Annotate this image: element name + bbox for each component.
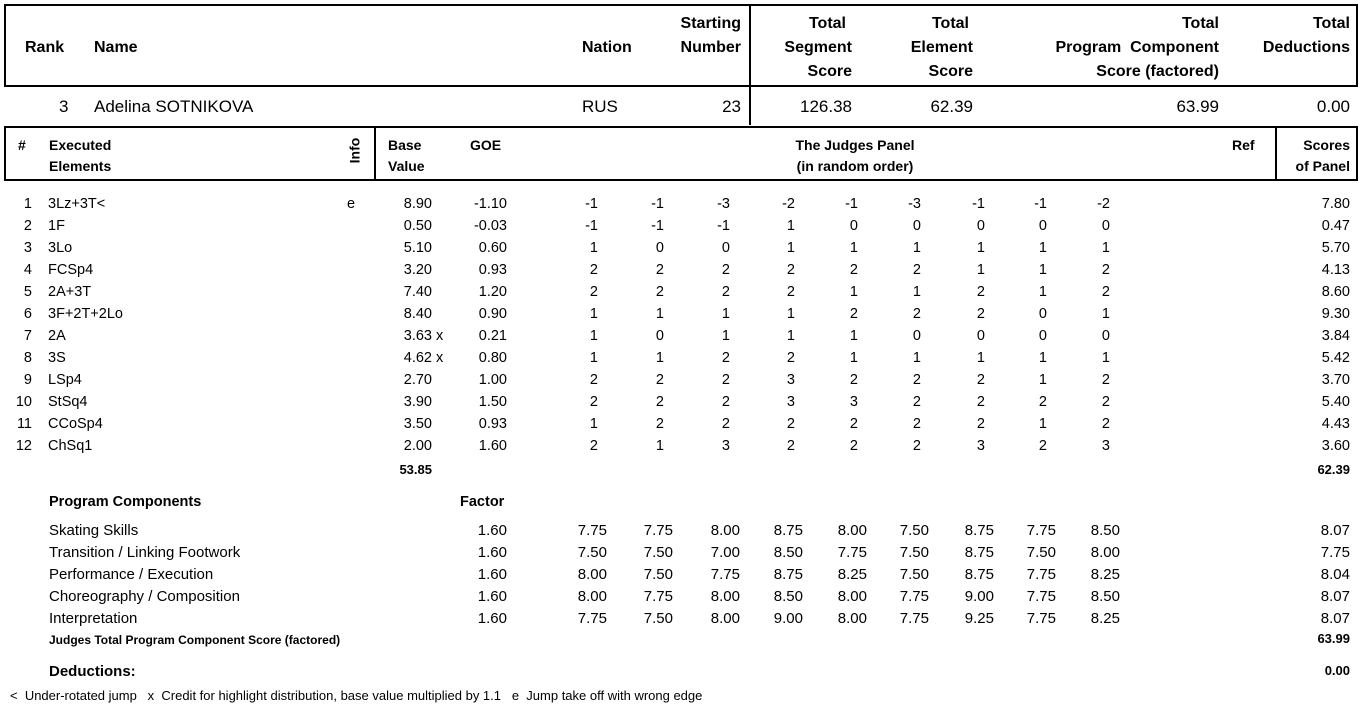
element-judge-score: 1	[1038, 416, 1047, 432]
name-header: Name	[94, 39, 138, 56]
element-name: 3Lo	[48, 240, 73, 256]
skater-name: Adelina SOTNIKOVA	[94, 97, 254, 116]
component-judge-score: 7.50	[643, 566, 673, 583]
element-base-value: 3.50	[403, 416, 432, 432]
factor-header: Factor	[460, 494, 505, 510]
component-judge-score: 9.00	[773, 610, 803, 627]
element-judge-score: 2	[721, 262, 730, 278]
element-judge-score: -3	[717, 196, 730, 212]
element-judge-score: 2	[976, 394, 985, 410]
element-judge-score: 2	[589, 284, 598, 300]
element-judge-score: -3	[908, 196, 921, 212]
component-factor: 1.60	[477, 522, 507, 539]
element-judge-score: 3	[1101, 438, 1110, 454]
component-judge-score: 8.75	[773, 566, 803, 583]
element-judge-score: 0	[912, 218, 921, 234]
element-judge-score: 2	[1101, 284, 1110, 300]
element-judge-score: -1	[845, 196, 858, 212]
component-name: Interpretation	[49, 610, 138, 627]
element-judge-score: 1	[721, 328, 730, 344]
element-judge-score: 1	[589, 416, 598, 432]
element-number: 10	[15, 394, 32, 410]
element-goe: 1.50	[478, 394, 507, 410]
element-judge-score: 1	[976, 262, 985, 278]
element-number-header: #	[18, 137, 26, 153]
element-panel-score: 5.40	[1321, 394, 1350, 410]
element-panel-score: 3.84	[1321, 328, 1350, 344]
element-number: 3	[23, 240, 32, 256]
component-judge-score: 8.75	[964, 566, 994, 583]
element-judge-score: 2	[1101, 262, 1110, 278]
element-judge-score: 2	[721, 416, 730, 432]
element-judge-score: 0	[976, 328, 985, 344]
component-judge-score: 7.75	[1026, 610, 1056, 627]
element-base-value: 2.70	[403, 372, 432, 388]
element-judge-score: -1	[651, 196, 664, 212]
elements-header-divider-left	[374, 126, 376, 181]
element-panel-score: 4.43	[1321, 416, 1350, 432]
component-judge-score: 9.25	[964, 610, 994, 627]
element-panel-score: 3.60	[1321, 438, 1350, 454]
component-judge-score: 8.00	[1090, 544, 1120, 561]
judges-panel-header: The Judges Panel (in random order)	[795, 137, 915, 174]
element-judge-score: 2	[655, 394, 664, 410]
component-judge-score: 7.75	[899, 610, 929, 627]
component-factor: 1.60	[477, 610, 507, 627]
element-judge-score: 2	[721, 284, 730, 300]
skater-row-divider	[749, 87, 751, 125]
element-judge-score: 1	[1038, 240, 1047, 256]
element-highlight-mark: x	[436, 328, 444, 344]
element-judge-score: 2	[1038, 438, 1047, 454]
element-judge-score: 1	[1038, 372, 1047, 388]
element-name: StSq4	[48, 394, 88, 410]
component-judge-score: 8.25	[837, 566, 867, 583]
skater-rank: 3	[59, 97, 69, 116]
element-number: 8	[23, 350, 32, 366]
element-judge-score: 1	[655, 438, 664, 454]
element-judge-score: 1	[912, 240, 921, 256]
deductions-label: Deductions:	[49, 663, 136, 680]
element-judge-score: 3	[786, 394, 795, 410]
element-judge-score: 1	[589, 306, 598, 322]
component-judge-score: 7.75	[837, 544, 867, 561]
element-judge-score: 2	[1101, 394, 1110, 410]
element-judge-score: 2	[976, 416, 985, 432]
element-judge-score: 2	[655, 416, 664, 432]
element-judge-score: 1	[655, 306, 664, 322]
element-judge-score: 0	[721, 240, 730, 256]
element-base-value: 5.10	[403, 240, 432, 256]
element-judge-score: 2	[721, 372, 730, 388]
element-goe: 1.20	[478, 284, 507, 300]
component-judge-score: 8.00	[577, 588, 607, 605]
element-number: 4	[23, 262, 32, 278]
element-judge-score: 1	[976, 350, 985, 366]
element-judge-score: 2	[976, 284, 985, 300]
skater-pcs: 63.99	[1176, 97, 1219, 116]
element-judge-score: 1	[1101, 350, 1110, 366]
element-judge-score: -1	[585, 196, 598, 212]
component-panel-score: 8.07	[1320, 610, 1350, 627]
element-judge-score: 1	[589, 240, 598, 256]
element-number: 6	[23, 306, 32, 322]
element-panel-score: 5.70	[1321, 240, 1350, 256]
element-judge-score: 2	[786, 262, 795, 278]
component-judge-score: 8.00	[710, 588, 740, 605]
component-name: Choreography / Composition	[49, 588, 240, 605]
element-judge-score: 0	[1038, 218, 1047, 234]
element-panel-score: 5.42	[1321, 350, 1350, 366]
element-judge-score: 0	[849, 218, 858, 234]
element-goe: -1.10	[473, 196, 507, 212]
skater-tss: 126.38	[800, 97, 852, 116]
component-judge-score: 8.25	[1090, 566, 1120, 583]
element-name: 1F	[48, 218, 65, 234]
element-judge-score: 1	[849, 240, 858, 256]
elements-base-total: 53.85	[399, 462, 432, 477]
element-judge-score: 2	[589, 262, 598, 278]
component-judge-score: 8.75	[773, 522, 803, 539]
component-judge-score: 7.75	[710, 566, 740, 583]
element-highlight-mark: x	[436, 350, 444, 366]
element-name: CCoSp4	[48, 416, 103, 432]
component-name: Skating Skills	[49, 522, 139, 539]
element-number: 5	[23, 284, 32, 300]
element-judge-score: 2	[849, 262, 858, 278]
element-base-value: 2.00	[403, 438, 432, 454]
program-components-title: Program Components	[49, 494, 202, 510]
element-judge-score: 1	[1038, 350, 1047, 366]
element-judge-score: -1	[1034, 196, 1047, 212]
element-base-value: 8.90	[403, 196, 432, 212]
component-panel-score: 8.07	[1320, 522, 1350, 539]
element-judge-score: 2	[1101, 416, 1110, 432]
skater-tes: 62.39	[930, 97, 973, 116]
element-name: LSp4	[48, 372, 82, 388]
component-judge-score: 7.50	[899, 544, 929, 561]
element-judge-score: 1	[1038, 262, 1047, 278]
rank-header: Rank	[25, 39, 65, 56]
skater-deductions: 0.00	[1316, 97, 1350, 116]
ref-header: Ref	[1232, 137, 1255, 153]
element-judge-score: 3	[976, 438, 985, 454]
element-judge-score: 0	[655, 240, 664, 256]
component-judge-score: 9.00	[964, 588, 994, 605]
component-judge-score: 7.75	[1026, 522, 1056, 539]
element-name: 3Lz+3T<	[48, 196, 106, 212]
element-judge-score: 2	[1101, 372, 1110, 388]
element-judge-score: 2	[976, 372, 985, 388]
component-judge-score: 8.75	[964, 522, 994, 539]
element-judge-score: 2	[721, 394, 730, 410]
component-judge-score: 8.50	[773, 588, 803, 605]
tss-header: Total Segment Score	[784, 15, 852, 80]
component-panel-score: 8.07	[1320, 588, 1350, 605]
component-judge-score: 8.00	[577, 566, 607, 583]
element-panel-score: 7.80	[1321, 196, 1350, 212]
element-judge-score: 2	[912, 394, 921, 410]
component-judge-score: 7.75	[1026, 566, 1056, 583]
summary-header-divider	[749, 4, 751, 87]
component-judge-score: 7.50	[643, 544, 673, 561]
component-name: Performance / Execution	[49, 566, 214, 583]
element-judge-score: 2	[849, 438, 858, 454]
component-factor: 1.60	[477, 544, 507, 561]
element-base-value: 4.62	[403, 350, 432, 366]
element-judge-score: 2	[912, 372, 921, 388]
component-judge-score: 8.50	[1090, 588, 1120, 605]
component-judge-score: 8.50	[1090, 522, 1120, 539]
element-judge-score: 2	[589, 372, 598, 388]
element-judge-score: 1	[655, 350, 664, 366]
element-goe: 1.60	[478, 438, 507, 454]
base-value-header: Base Value	[388, 137, 425, 174]
element-judge-score: -1	[717, 218, 730, 234]
element-goe: 0.90	[478, 306, 507, 322]
component-judge-score: 8.75	[964, 544, 994, 561]
element-judge-score: 2	[912, 438, 921, 454]
element-judge-score: 2	[912, 416, 921, 432]
element-judge-score: 1	[786, 240, 795, 256]
element-judge-score: 0	[1101, 328, 1110, 344]
component-judge-score: 8.25	[1090, 610, 1120, 627]
elements-header-box	[4, 126, 1358, 181]
element-base-value: 8.40	[403, 306, 432, 322]
tes-header: Total Element Score	[910, 15, 973, 80]
element-judge-score: 1	[786, 306, 795, 322]
element-judge-score: 1	[589, 328, 598, 344]
info-header: Info	[346, 137, 363, 164]
element-judge-score: 2	[849, 372, 858, 388]
element-number: 1	[23, 196, 32, 212]
component-factor: 1.60	[477, 566, 507, 583]
element-judge-score: 1	[912, 350, 921, 366]
element-judge-score: -1	[972, 196, 985, 212]
component-judge-score: 7.00	[710, 544, 740, 561]
element-judge-score: 1	[849, 350, 858, 366]
component-judge-score: 7.75	[1026, 588, 1056, 605]
element-judge-score: -1	[585, 218, 598, 234]
component-judge-score: 8.00	[837, 610, 867, 627]
deductions-score: 0.00	[1324, 663, 1350, 678]
element-judge-score: 1	[786, 218, 795, 234]
elements-score-total: 62.39	[1317, 462, 1350, 477]
element-info: e	[347, 196, 356, 212]
element-number: 9	[23, 372, 32, 388]
component-name: Transition / Linking Footwork	[49, 544, 241, 561]
skater-starting-number: 23	[722, 97, 741, 116]
element-judge-score: 2	[786, 350, 795, 366]
starting-number-header: Starting Number	[680, 15, 741, 56]
element-judge-score: 0	[976, 218, 985, 234]
component-panel-score: 7.75	[1320, 544, 1350, 561]
element-judge-score: 2	[912, 262, 921, 278]
component-judge-score: 7.50	[899, 566, 929, 583]
component-judge-score: 7.75	[643, 522, 673, 539]
component-judge-score: 7.75	[577, 610, 607, 627]
component-judge-score: 8.00	[837, 522, 867, 539]
element-name: 2A+3T	[48, 284, 92, 300]
element-judge-score: -2	[1097, 196, 1110, 212]
element-judge-score: 2	[912, 306, 921, 322]
element-judge-score: -2	[782, 196, 795, 212]
element-goe: 1.00	[478, 372, 507, 388]
element-name: FCSp4	[48, 262, 94, 278]
element-goe: 0.21	[478, 328, 507, 344]
component-factor: 1.60	[477, 588, 507, 605]
executed-elements-header: Executed Elements	[49, 137, 112, 174]
component-judge-score: 7.50	[899, 522, 929, 539]
element-panel-score: 0.47	[1321, 218, 1350, 234]
deductions-header: Total Deductions	[1262, 15, 1350, 56]
element-name: 3F+2T+2Lo	[48, 306, 123, 322]
element-panel-score: 8.60	[1321, 284, 1350, 300]
element-number: 11	[16, 416, 32, 432]
scores-of-panel-header: Scores of Panel	[1295, 137, 1350, 174]
element-judge-score: 1	[589, 350, 598, 366]
element-number: 2	[23, 218, 32, 234]
element-judge-score: -1	[651, 218, 664, 234]
pcs-header: Total Program Component Score (factored)	[1055, 15, 1219, 80]
component-panel-score: 8.04	[1320, 566, 1350, 583]
element-judge-score: 1	[849, 328, 858, 344]
element-judge-score: 0	[655, 328, 664, 344]
element-judge-score: 1	[1038, 284, 1047, 300]
element-judge-score: 1	[786, 328, 795, 344]
element-goe: 0.60	[478, 240, 507, 256]
element-judge-score: 2	[849, 306, 858, 322]
component-judge-score: 8.00	[837, 588, 867, 605]
component-judge-score: 7.50	[1026, 544, 1056, 561]
goe-header: GOE	[470, 137, 502, 153]
element-judge-score: 1	[721, 306, 730, 322]
element-judge-score: 2	[589, 438, 598, 454]
component-judge-score: 7.50	[577, 544, 607, 561]
element-judge-score: 0	[1038, 306, 1047, 322]
element-judge-score: 2	[589, 394, 598, 410]
element-base-value: 3.63	[403, 328, 432, 344]
element-panel-score: 4.13	[1321, 262, 1350, 278]
components-total-score: 63.99	[1317, 631, 1350, 646]
element-judge-score: 0	[912, 328, 921, 344]
element-number: 12	[15, 438, 32, 454]
element-base-value: 3.20	[403, 262, 432, 278]
element-judge-score: 3	[849, 394, 858, 410]
component-judge-score: 7.75	[899, 588, 929, 605]
component-judge-score: 8.50	[773, 544, 803, 561]
element-judge-score: 2	[976, 306, 985, 322]
element-judge-score: 1	[912, 284, 921, 300]
component-judge-score: 7.75	[643, 588, 673, 605]
component-judge-score: 8.00	[710, 522, 740, 539]
element-judge-score: 3	[721, 438, 730, 454]
nation-header: Nation	[582, 39, 632, 56]
element-base-value: 7.40	[403, 284, 432, 300]
element-goe: 0.80	[478, 350, 507, 366]
element-name: 3S	[48, 350, 66, 366]
element-judge-score: 2	[849, 416, 858, 432]
element-goe: 0.93	[478, 416, 507, 432]
element-judge-score: 3	[786, 372, 795, 388]
component-judge-score: 7.75	[577, 522, 607, 539]
component-judge-score: 7.50	[643, 610, 673, 627]
components-total-label: Judges Total Program Component Score (factored)	[49, 633, 341, 647]
skater-nation: RUS	[582, 97, 618, 116]
component-judge-score: 8.00	[710, 610, 740, 627]
element-judge-score: 1	[1101, 240, 1110, 256]
element-judge-score: 1	[1101, 306, 1110, 322]
element-panel-score: 3.70	[1321, 372, 1350, 388]
element-judge-score: 2	[786, 416, 795, 432]
element-panel-score: 9.30	[1321, 306, 1350, 322]
element-judge-score: 2	[655, 284, 664, 300]
element-judge-score: 1	[849, 284, 858, 300]
element-judge-score: 2	[655, 372, 664, 388]
element-name: 2A	[48, 328, 66, 344]
element-judge-score: 2	[655, 262, 664, 278]
element-base-value: 0.50	[403, 218, 432, 234]
element-judge-score: 1	[976, 240, 985, 256]
element-goe: -0.03	[473, 218, 507, 234]
element-name: ChSq1	[48, 438, 93, 454]
element-judge-score: 2	[721, 350, 730, 366]
element-goe: 0.93	[478, 262, 507, 278]
element-number: 7	[23, 328, 32, 344]
element-judge-score: 0	[1038, 328, 1047, 344]
element-judge-score: 2	[786, 284, 795, 300]
element-base-value: 3.90	[403, 394, 432, 410]
element-judge-score: 0	[1101, 218, 1110, 234]
element-judge-score: 2	[1038, 394, 1047, 410]
legend: < Under-rotated jump x Credit for highlight distribution, base value multiplied by 1.1 e Jump take off with wrong edge	[10, 688, 703, 703]
element-judge-score: 2	[786, 438, 795, 454]
